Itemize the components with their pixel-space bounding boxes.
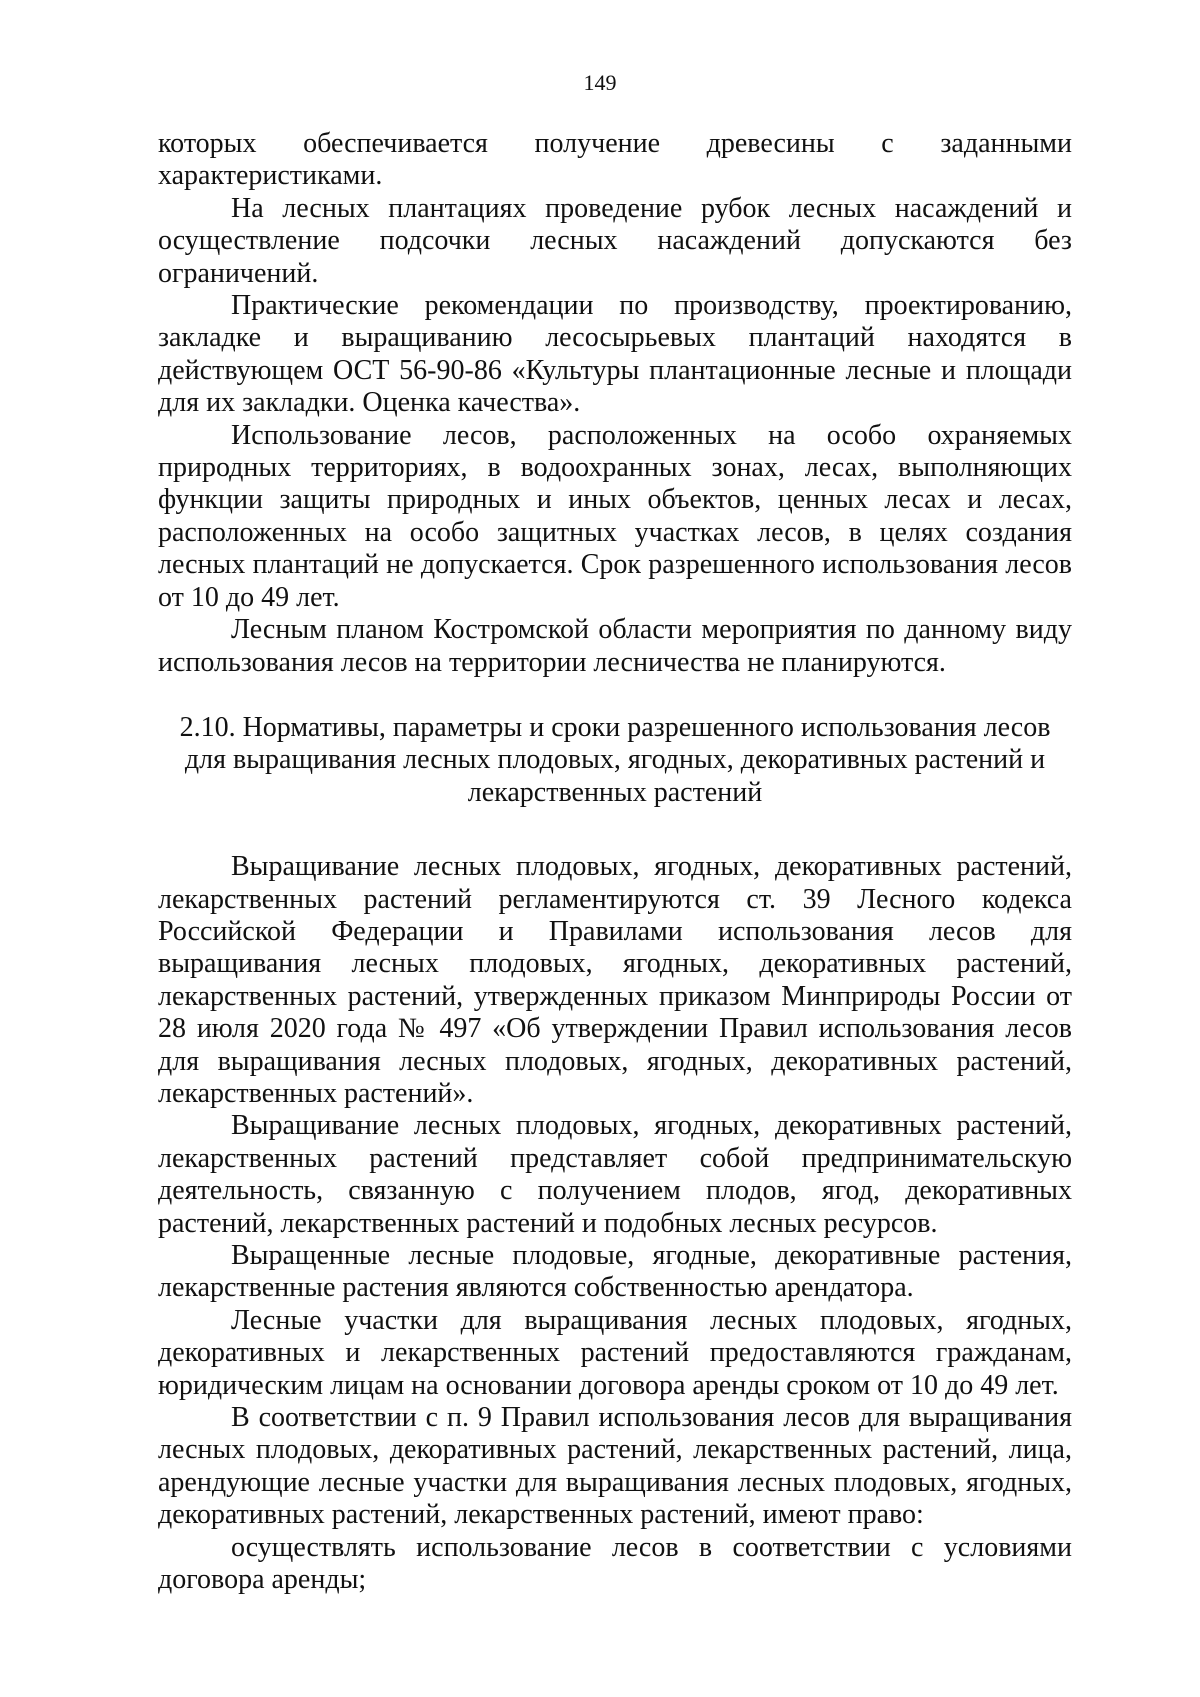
paragraph: Выращивание лесных плодовых, ягодных, декоративных растений, лекарственных растений представляет собой предпринимательскую деятельность, связанную с получением плодов, ягод, декоративных растений, лекарственных растений и подобных лесных ресурсов. — [158, 1110, 1072, 1239]
paragraph: осуществлять использование лесов в соответствии с условиями договора аренды; — [158, 1531, 1072, 1596]
document-body — [158, 128, 1072, 1596]
page-number: 149 — [583, 70, 617, 95]
paragraph: Лесные участки для выращивания лесных плодовых, ягодных, декоративных и лекарственных растений предоставляются гражданам, юридическим лицам на основании договора аренды сроком от 10 до 49 лет. — [158, 1304, 1072, 1401]
paragraph: Лесным планом Костромской области мероприятия по данному виду использования лесов на территории лесничества не планируются. — [158, 614, 1072, 678]
paragraph: Использование лесов, расположенных на особо охраняемых природных территориях, в водоохранных зонах, лесах, выполняющих функции защиты природных и иных объектов, ценных лесах и лесах, расположенных на особо защитных участках лесов, в целях создания лесных плантаций не допускается. Срок разрешенного использования лесов от 10 до 49 лет. — [158, 419, 1072, 613]
paragraph: На лесных плантациях проведение рубок лесных насаждений и осуществление подсочки лесных насаждений допускаются без ограничений. — [158, 192, 1072, 289]
paragraph: В соответствии с п. 9 Правил использования лесов для выращивания лесных плодовых, декоративных растений, лекарственных растений, лица, арендующие лесные участки для выращивания лесных плодовых, ягодных, декоративных растений, лекарственных растений, имеют право: — [158, 1402, 1072, 1531]
paragraph-continuation: которых обеспечивается получение древесины с заданными характеристиками. — [158, 128, 1072, 192]
section-heading: 2.10. Нормативы, параметры и сроки разрешенного использования лесов для выращивания лесных плодовых, ягодных, декоративных растений и лекарственных растений — [179, 711, 1051, 808]
paragraph: Выращенные лесные плодовые, ягодные, декоративные растения, лекарственные растения являются собственностью арендатора. — [158, 1240, 1072, 1304]
paragraph: Выращивание лесных плодовых, ягодных, декоративных растений, лекарственных растений регламентируются ст. 39 Лесного кодекса Российской Федерации и Правилами использования лесов для выращивания лесных плодовых, ягодных, декоративных растений, лекарственных растений, утвержденных приказом Минприроды России от 28 июля 2020 года № 497 «Об утверждении Правил использования лесов для выращивания лесных плодовых, ягодных, декоративных растений, лекарственных растений». — [158, 851, 1072, 1109]
paragraph: Практические рекомендации по производству, проектированию, закладке и выращиванию лесосырьевых плантаций находятся в действующем ОСТ 56-90-86 «Культуры плантационные лесные и площади для их закладки. Оценка качества». — [158, 290, 1072, 419]
